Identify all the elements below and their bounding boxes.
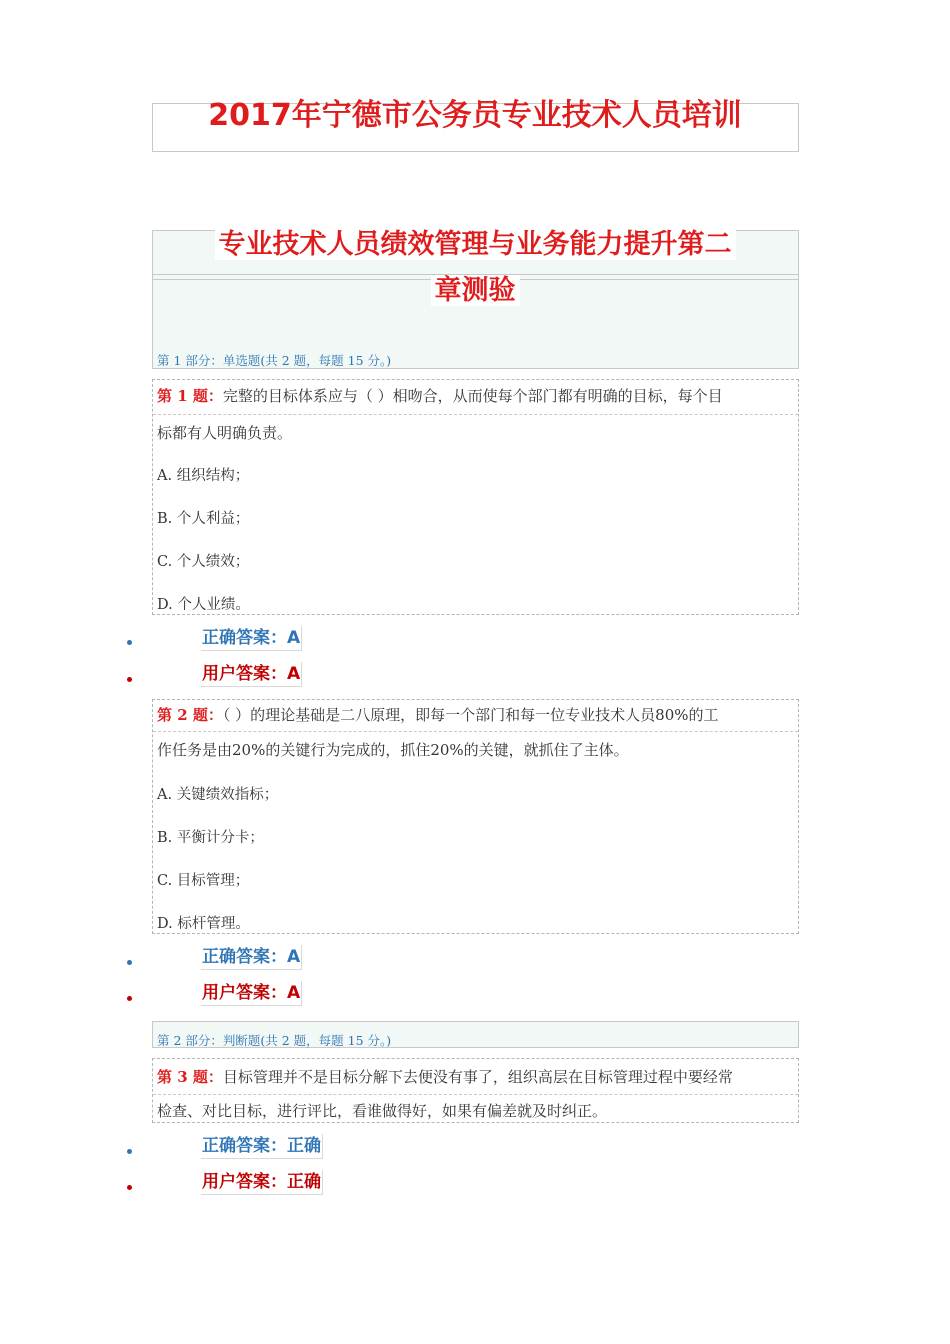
question-2-line1: 第 2 题：（ ）的理论基础是二八原理，即每一个部门和每一位专业技术人员80%的工 — [157, 706, 719, 724]
question-1-number: 第 1 题： — [157, 387, 223, 405]
question-1-correct-answer: 正确答案：A — [201, 626, 302, 651]
bullet-icon — [127, 1149, 132, 1154]
question-2-line2: 作任务是由20%的关键行为完成的，抓住20%的关键，就抓住了主体。 — [157, 741, 629, 759]
question-1-option-a: A. 组织结构； — [157, 468, 250, 484]
question-1-option-d: D. 个人业绩。 — [157, 597, 250, 613]
question-2-number: 第 2 题： — [157, 706, 223, 724]
chapter-title-line2: 章测验 — [431, 275, 520, 306]
bullet-icon — [127, 960, 132, 965]
page-title: 2017年宁德市公务员专业技术人员培训 — [208, 98, 742, 133]
part-1-header: 第 1 部分：单选题(共 2 题，每题 15 分。) — [157, 353, 392, 368]
question-2-option-c: C. 目标管理； — [157, 873, 250, 889]
chapter-title-line1: 专业技术人员绩效管理与业务能力提升第二 — [215, 229, 736, 260]
question-2-user-answer: 用户答案：A — [201, 981, 302, 1006]
question-1-option-b: B. 个人利益； — [157, 511, 250, 527]
question-3-correct-answer: 正确答案：正确 — [201, 1134, 323, 1159]
part-2-header: 第 2 部分：判断题(共 2 题，每题 15 分。) — [157, 1033, 392, 1048]
question-2-option-d: D. 标杆管理。 — [157, 916, 250, 932]
question-3-line1: 第 3 题：目标管理并不是目标分解下去便没有事了，组织高层在目标管理过程中要经常 — [157, 1068, 733, 1086]
question-3-user-answer: 用户答案：正确 — [201, 1170, 323, 1195]
bullet-icon — [127, 1185, 132, 1190]
question-3-number: 第 3 题： — [157, 1068, 223, 1086]
bullet-icon — [127, 996, 132, 1001]
question-2-option-a: A. 关键绩效指标； — [157, 787, 279, 803]
question-1-user-answer: 用户答案：A — [201, 662, 302, 687]
bullet-icon — [127, 640, 132, 645]
question-1-line1: 第 1 题：完整的目标体系应与（ ）相吻合，从而使每个部门都有明确的目标，每个目 — [157, 387, 723, 405]
chapter-title — [160, 222, 790, 314]
question-3-line2: 检查、对比目标，进行评比，看谁做得好，如果有偏差就及时纠正。 — [157, 1102, 608, 1120]
question-2-correct-answer: 正确答案：A — [201, 945, 302, 970]
question-1-option-c: C. 个人绩效； — [157, 554, 250, 570]
question-1-line2: 标都有人明确负责。 — [157, 424, 293, 442]
bullet-icon — [127, 677, 132, 682]
question-2-option-b: B. 平衡计分卡； — [157, 830, 264, 846]
